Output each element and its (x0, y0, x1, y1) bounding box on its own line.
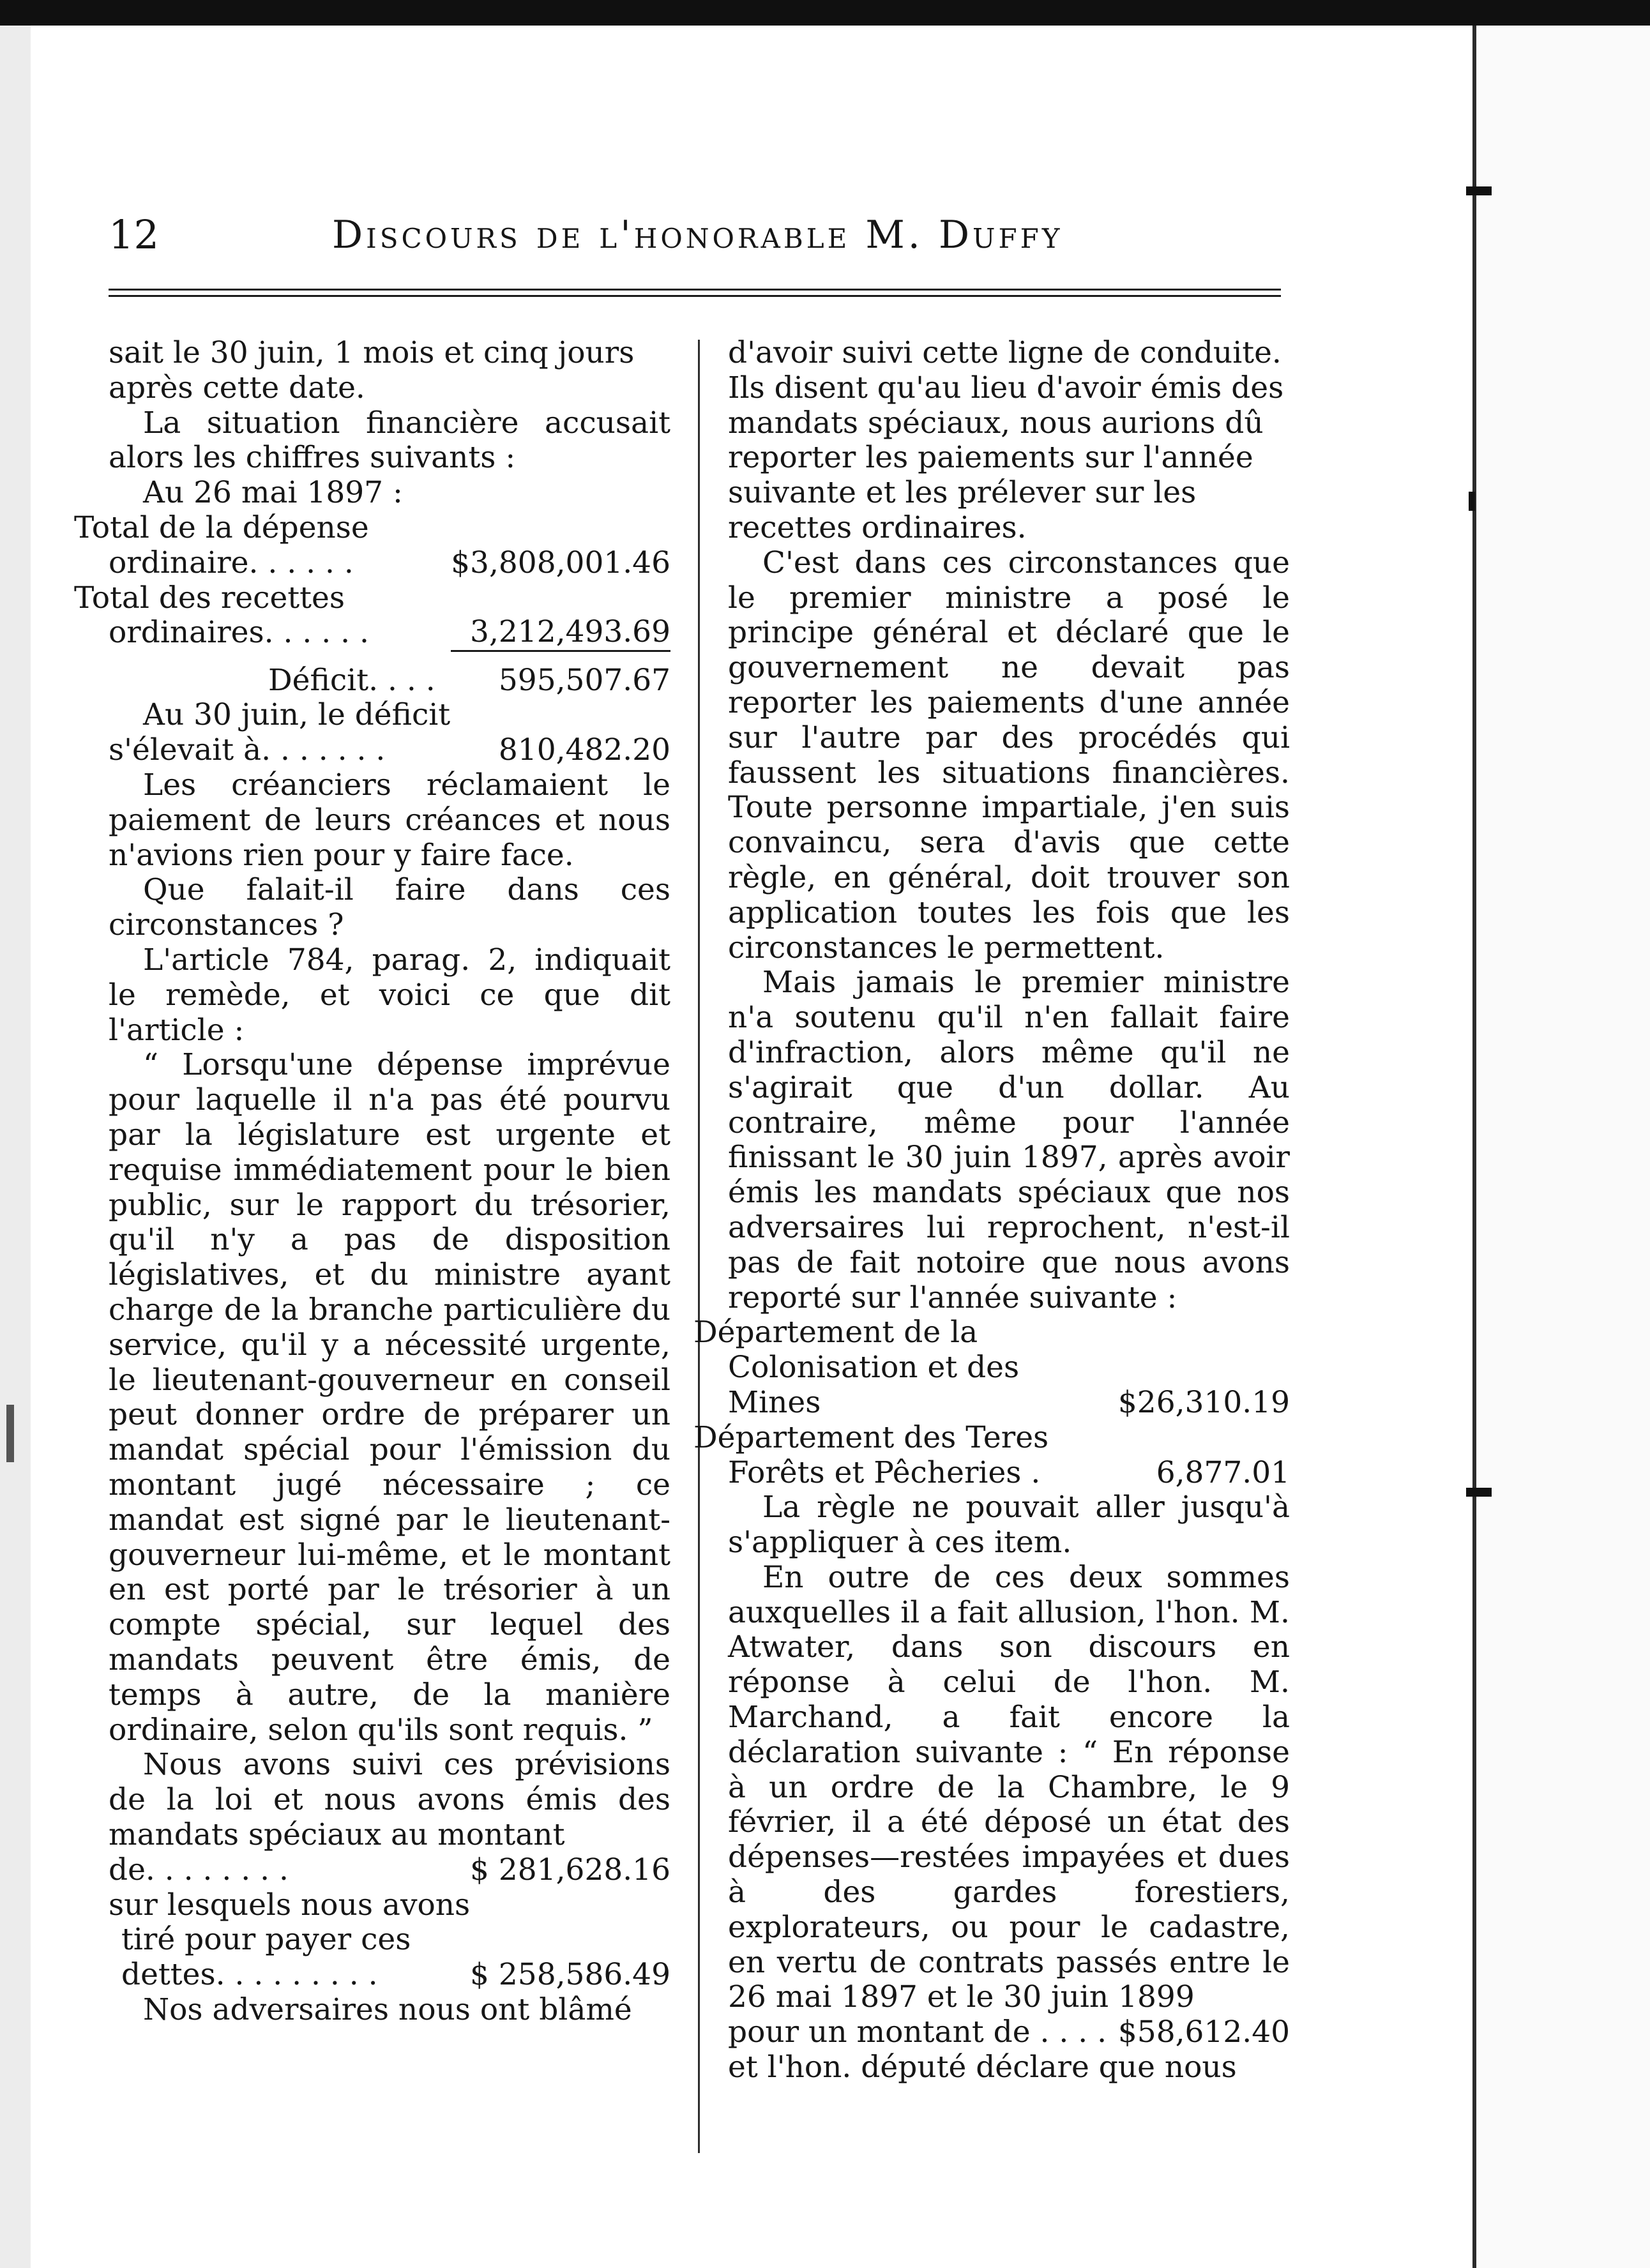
right-column (693, 335, 1290, 2085)
financial-table (109, 1853, 670, 1888)
paragraph: La règle ne pouvait aller jusqu'à s'appliquer à ces item. (728, 1490, 1290, 1561)
financial-table (109, 733, 670, 768)
financial-table (109, 1958, 670, 1993)
table-row (728, 1421, 1290, 1491)
table-row (109, 651, 670, 698)
paragraph: Les créanciers réclamaient le paiement de leurs créances et nous n'avions rien pour y faire face. (109, 767, 670, 873)
column-divider (698, 340, 700, 2153)
adjacent-page-strip (1476, 26, 1650, 2268)
paragraph: C'est dans ces circonstances que le premier ministre a posé le principe général et déclaré que le gouvernement ne devait pas reporter les paiements d'une année sur l'autre par des procédés qui faussent les situations financières. Toute personne impartiale, j'en suis convaincu, sera d'avis que cette règle, en général, doit trouver son application toutes les fois que les circonstances le permettent. (728, 545, 1290, 965)
table-label: Département de la Colonisation et des Mines (693, 1315, 1020, 1420)
left-column (74, 335, 670, 2028)
running-title: Discours de l'honorable M. Duffy (332, 213, 1063, 257)
paragraph: Au 26 mai 1897 : (143, 475, 403, 511)
table-row (109, 733, 670, 768)
financial-table (728, 2015, 1290, 2050)
table-value: 595,507.67 (451, 651, 670, 698)
table-label: pour un montant de . . . . (728, 2015, 1107, 2050)
header-rule (109, 289, 1281, 291)
scan-top-band (0, 0, 1650, 26)
paragraph: La situation financière accusait alors les chiffres suivants : (109, 405, 670, 476)
table-value: 810,482.20 (498, 732, 670, 768)
table-value: $58,612.40 (1117, 2015, 1290, 2050)
financial-table (74, 510, 670, 698)
table-value: $ 258,586.49 (470, 1957, 670, 1993)
table-row (109, 1853, 670, 1888)
table-row (728, 1315, 1290, 1420)
table-value: $ 281,628.16 (470, 1852, 670, 1887)
paragraph: Mais jamais le premier ministre n'a soutenu qu'il n'en fallait faire d'infraction, alors même qu'il ne s'agirait que d'un dollar. Au contraire, même pour l'année finissant le 30 juin 1897, après avoir émis les mandats spéciaux que nos adversaires lui reprochent, n'est-il pas de fait notoire que nous avons reporté sur l'année suivante : (728, 965, 1290, 1315)
paragraph: et l'hon. député déclare que nous (728, 2050, 1237, 2085)
table-row (728, 2015, 1290, 2050)
table-label: Total des recettes ordinaires. . . . . . (74, 580, 369, 651)
page-header (109, 204, 1296, 266)
binding-tick (1466, 186, 1492, 195)
paragraph: Au 30 juin, le déficit (143, 697, 451, 733)
table-row (109, 1958, 670, 1993)
quotation: “ Lorsqu'une dépense imprévue pour laquelle il n'a pas été pourvu par la législature est urgente et requise immédiatement pour le bien public, sur le rapport du trésorier, qu'il n'y a pas de disposition législatives, et du ministre ayant charge de la branche particulière du service, qu'il y a nécessité urgente, le lieutenant-gouverneur en conseil peut donner ordre de préparer un mandat spécial pour l'émission du montant jugé nécessaire ; ce mandat est signé par le lieutenant-gouverneur lui-même, et le montant en est porté par le trésorier à un compte spécial, sur lequel des mandats peuvent être émis, de temps à autre, de la manière ordinaire, selon qu'ils sont requis. ” (109, 1047, 670, 1748)
paragraph: tiré pour payer ces (121, 1922, 411, 1958)
financial-table (693, 1315, 1290, 1490)
header-rule (109, 295, 1281, 297)
table-label: Total de la dépense ordinaire. . . . . . (74, 510, 369, 580)
table-value: $26,310.19 (1117, 1384, 1290, 1420)
table-value: $3,808,001.46 (451, 545, 670, 580)
table-label: s'élevait à. . . . . . . (109, 732, 386, 768)
table-label: Département des Teres Forêts et Pêcheries . (693, 1419, 1049, 1490)
table-value: 3,212,493.69 (470, 614, 670, 649)
paragraph: L'article 784, parag. 2, indiquait le remède, et voici ce que dit l'article : (109, 942, 670, 1048)
paragraph: Que falait-il faire dans ces circonstances ? (109, 872, 670, 943)
table-label: Déficit. . . . (268, 662, 435, 698)
paragraph: Nos adversaires nous ont blâmé (143, 1992, 632, 2027)
table-value: 6,877.01 (1156, 1455, 1290, 1490)
paragraph: sur lesquels nous avons (109, 1887, 471, 1923)
illegible-bottom-line (109, 2171, 1296, 2235)
binding-tick (1466, 1488, 1492, 1497)
paragraph: En outre de ces deux sommes auxquelles il a fait allusion, l'hon. M. Atwater, dans son discours en réponse à celui de l'hon. M. Marchand, a fait encore la déclaration suivante : “ En réponse à un ordre de la Chambre, le 9 février, il a été déposé un état des dépenses—restées impayées et dues à des gardes forestiers, explorateurs, ou pour le cadastre, en vertu de contrats passés entre le 26 mai 1897 et le 30 juin 1899 (728, 1559, 1290, 2015)
paragraph: d'avoir suivi cette ligne de conduite. Ils disent qu'au lieu d'avoir émis des mandats spéciaux, nous aurions dû reporter les paiements sur l'année suivante et les prélever sur les recettes ordinaires. (728, 335, 1284, 545)
table-label: dettes. . . . . . . . . (121, 1957, 378, 1993)
scan-left-mark (6, 1405, 14, 1462)
binding-tick (1469, 492, 1475, 511)
paragraph: Nous avons suivi ces prévisions de la loi et nous avons émis des mandats spéciaux au montant (109, 1747, 670, 1852)
table-row (109, 581, 670, 651)
scan-left-edge (0, 26, 31, 2268)
table-label: de. . . . . . . . (109, 1852, 289, 1887)
page (74, 204, 1296, 2085)
paragraph: sait le 30 juin, 1 mois et cinq jours après cette date. (109, 335, 635, 405)
page-number: 12 (109, 211, 159, 258)
table-row (109, 511, 670, 581)
